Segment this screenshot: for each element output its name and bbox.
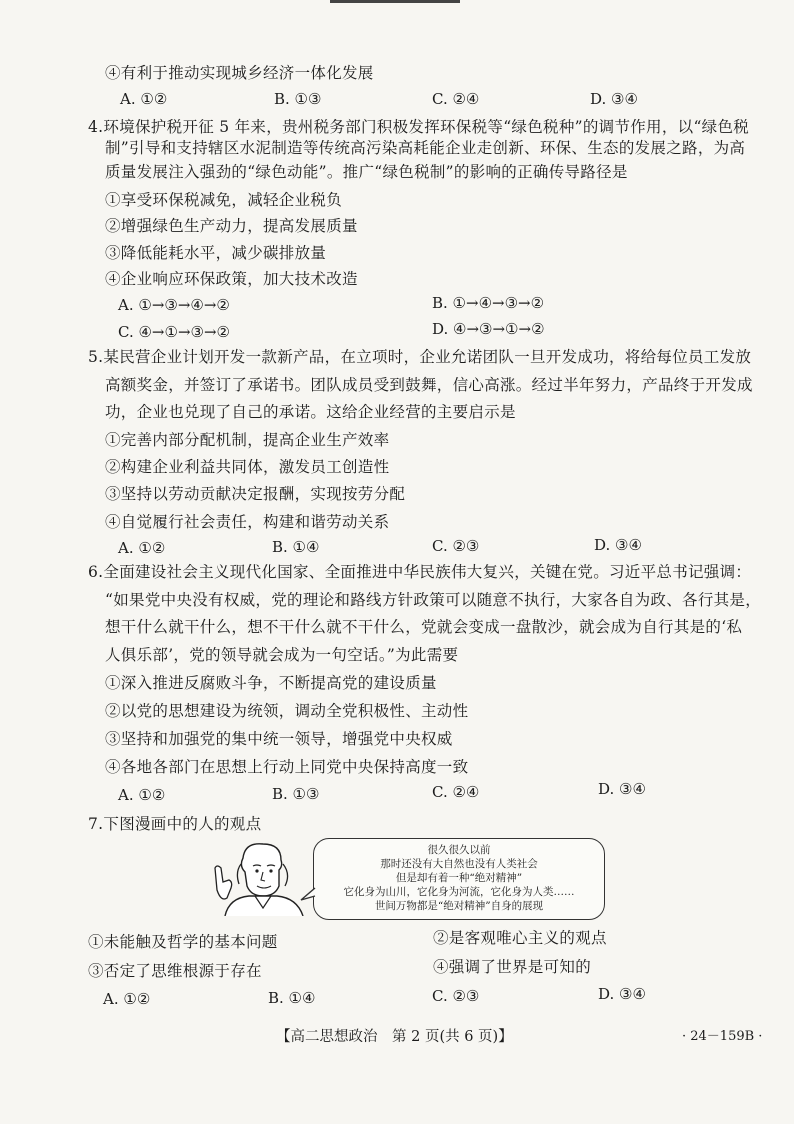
q7-stem: 7.下图漫画中的人的观点	[88, 815, 262, 833]
q4-item-4: ④企业响应环保政策，加大技术改造	[105, 270, 358, 288]
q7-item-3: ③否定了思维根源于存在	[88, 962, 262, 980]
q6-option-d: D. ③④	[598, 780, 646, 798]
q3-item-4: ④有利于推动实现城乡经济一体化发展	[105, 64, 374, 82]
q5-item-4: ④自觉履行社会责任，构建和谐劳动关系	[105, 513, 390, 531]
bubble-tail	[299, 886, 319, 906]
q3-option-b: B. ①③	[274, 90, 322, 108]
q5-stem-line-1: 5.某民营企业计划开发一款新产品，在立项时，企业允诺团队一旦开发成功，将给每位员工发放	[88, 348, 752, 366]
q5-item-3: ③坚持以劳动贡献决定报酬，实现按劳分配	[105, 485, 406, 503]
q5-option-a: A. ①②	[118, 539, 166, 557]
q6-item-2: ②以党的思想建设为统领，调动全党积极性、主动性	[105, 702, 469, 720]
q7-option-c: C. ②③	[432, 987, 480, 1005]
q6-stem-line-3: 想干什么就干什么，想不干什么就不干什么，党就会变成一盘散沙，就会成为自行其是的‘私	[105, 618, 743, 636]
q4-option-a: A. ①→③→④→②	[118, 296, 230, 314]
bubble-line-5: 世间万物都是“绝对精神”自身的展现	[374, 900, 544, 912]
q5-option-d: D. ③④	[594, 536, 642, 554]
cartoon-figure	[205, 836, 605, 916]
bubble-line-3: 但是却有着一种“绝对精神”	[395, 872, 523, 884]
q6-option-c: C. ②④	[432, 783, 480, 801]
q4-stem-line-3: 质量发展注入强劲的“绿色动能”。推广“绿色税制”的影响的正确传导路径是	[105, 163, 628, 181]
bubble-line-1: 很久很久以前	[427, 844, 491, 856]
speech-bubble	[313, 838, 605, 920]
q6-option-b: B. ①③	[272, 785, 320, 803]
q7-item-2: ②是客观唯心主义的观点	[433, 929, 607, 947]
q3-option-c: C. ②④	[432, 90, 480, 108]
q5-option-c: C. ②③	[432, 537, 480, 555]
q7-item-4: ④强调了世界是可知的	[433, 958, 592, 976]
q3-option-a: A. ①②	[120, 90, 168, 108]
q6-option-a: A. ①②	[118, 786, 166, 804]
q5-item-2: ②构建企业利益共同体，激发员工创造性	[105, 458, 390, 476]
bubble-line-2: 那时还没有大自然也没有人类社会	[380, 858, 538, 870]
q7-option-d: D. ③④	[598, 985, 646, 1003]
footer-page-info: 【高二思想政治 第 2 页(共 6 页)】	[276, 1029, 513, 1045]
q4-option-d: D. ④→③→①→②	[432, 320, 545, 338]
page-footer	[0, 1027, 794, 1047]
q6-item-1: ①深入推进反腐败斗争，不断提高党的建设质量	[105, 674, 437, 692]
q7-option-b: B. ①④	[268, 989, 316, 1007]
q6-stem-line-1: 6.全面建设社会主义现代化国家、全面推进中华民族伟大复兴，关键在党。习近平总书记强调：	[88, 563, 752, 581]
q6-item-4: ④各地各部门在思想上行动上同党中央保持高度一致	[105, 758, 469, 776]
q5-item-1: ①完善内部分配机制，提高企业生产效率	[105, 431, 390, 449]
q4-option-c: C. ④→①→③→②	[118, 323, 230, 341]
top-edge-mark	[330, 0, 460, 3]
bubble-line-4: 它化身为山川，它化身为河流，它化身为人类……	[343, 886, 575, 898]
footer-paper-code: · 24－159B ·	[682, 1029, 763, 1044]
q4-stem-line-1: 4.环境保护税开征 5 年来，贵州税务部门积极发挥环保税等“绿色税种”的调节作用，以“绿色税	[88, 118, 750, 136]
q5-stem-line-2: 高额奖金，并签订了承诺书。团队成员受到鼓舞，信心高涨。经过半年努力，产品终于开发成	[105, 376, 753, 394]
q4-item-2: ②增强绿色生产动力，提高发展质量	[105, 217, 358, 235]
q6-item-3: ③坚持和加强党的集中统一领导，增强党中央权威	[105, 730, 453, 748]
q7-item-1: ①未能触及哲学的基本问题	[88, 933, 278, 951]
q5-stem-line-3: 功，企业也兑现了自己的承诺。这给企业经营的主要启示是	[105, 403, 516, 421]
q4-item-3: ③降低能耗水平，减少碳排放量	[105, 244, 327, 262]
q4-option-b: B. ①→④→③→②	[432, 294, 545, 312]
q4-item-1: ①享受环保税减免，减轻企业税负	[105, 191, 343, 209]
q5-option-b: B. ①④	[272, 538, 320, 556]
q6-stem-line-4: 人俱乐部’，党的领导就会成为一句空话。”为此需要	[105, 646, 459, 664]
q3-option-d: D. ③④	[590, 90, 638, 108]
q7-option-a: A. ①②	[103, 990, 151, 1008]
q4-stem-line-2: 制”引导和支持辖区水泥制造等传统高污染高耗能企业走创新、环保、生态的发展之路，为高	[105, 139, 746, 157]
q6-stem-line-2: “如果党中央没有权威，党的理论和路线方针政策可以随意不执行，大家各自为政、各行其是，	[105, 591, 762, 609]
